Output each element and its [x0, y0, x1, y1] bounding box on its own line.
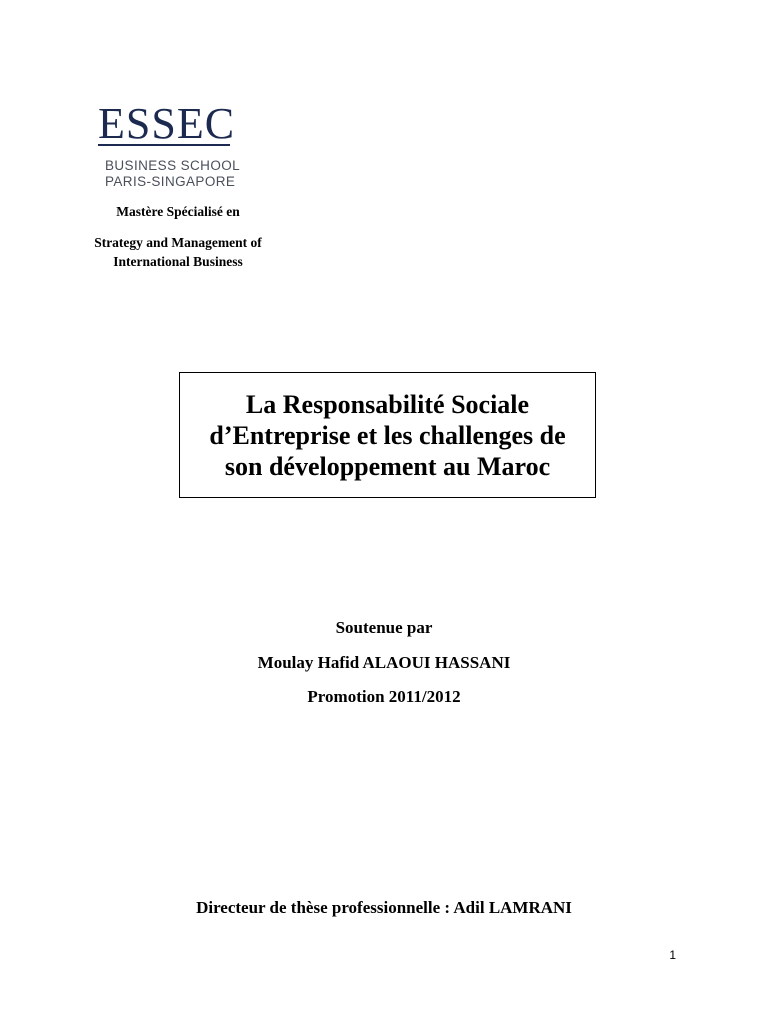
defense-label: Soutenue par: [335, 618, 433, 637]
author-name: Moulay Hafid ALAOUI HASSANI: [257, 653, 511, 672]
program-line-2: Strategy and Management of: [94, 235, 262, 250]
program-line-1: Mastère Spécialisé en: [116, 204, 240, 219]
thesis-title-line-2: d’Entreprise et les challenges de: [209, 420, 566, 450]
thesis-title-line-3: son développement au Maroc: [224, 451, 551, 481]
program-line-3: International Business: [113, 254, 243, 269]
thesis-director: Directeur de thèse professionnelle : Adil LAMRANI: [196, 898, 572, 917]
essec-wordmark: [96, 100, 236, 150]
page-number: 1: [669, 948, 676, 962]
essec-logo: [96, 100, 241, 192]
thesis-title-line-1: La Responsabilité Sociale: [245, 389, 530, 419]
thesis-title: [188, 389, 588, 482]
logo-subtitle-1: BUSINESS SCHOOL: [105, 158, 241, 173]
promotion: Promotion 2011/2012: [307, 687, 461, 706]
logo-subtitle-2: PARIS-SINGAPORE: [105, 174, 236, 189]
svg-text:ESSEC: ESSEC: [98, 100, 236, 148]
thesis-title-box: [179, 372, 596, 498]
